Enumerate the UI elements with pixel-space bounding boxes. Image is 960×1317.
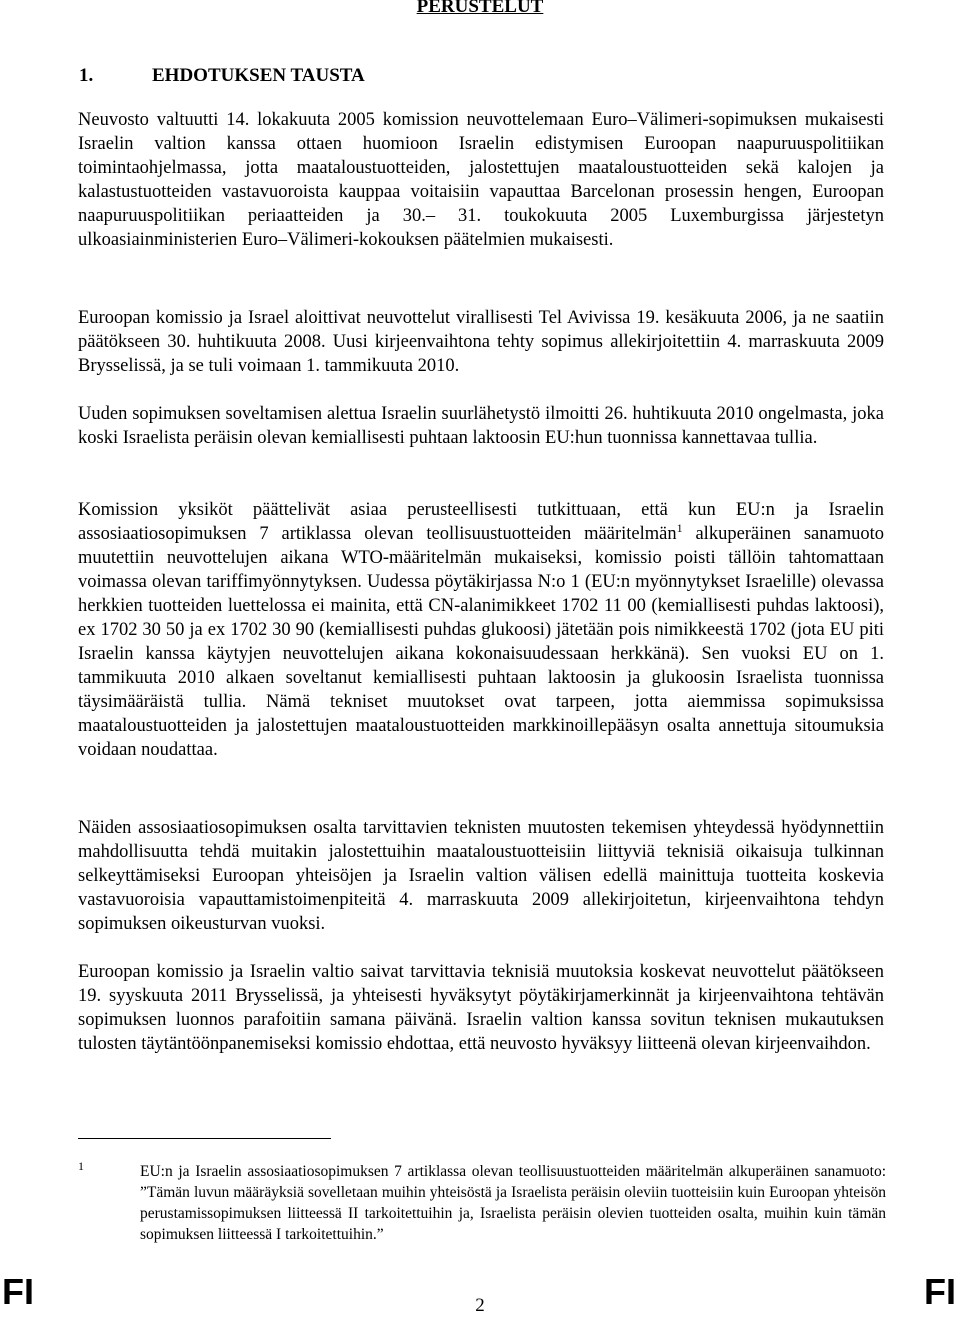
paragraph-5: Näiden assosiaatiosopimuksen osalta tarvittavien teknisten muutosten tekemisen yhteydessä hyödynnettiin mahdollisuutta tehdä muitakin jalostettuihin maataloustuotteisiin liittyviä teknisiä oikaisuja tulkinnan selkeyttämiseksi Euroopan yhteisöjen ja Israelin valtion välisen edellä mainittuja tuotteita koskevia vastavuoroisia vapauttamistoimenpiteitä 4. marraskuuta 2009 allekirjoitetun, kirjeenvaihtona tehdyn sopimuksen oikeusturvan vuoksi. xyxy=(78,818,884,934)
section-title: EHDOTUKSEN TAUSTA xyxy=(152,65,365,86)
paragraph-4 xyxy=(78,498,884,762)
paragraph-4-start: Komission yksiköt päättelivät asiaa perusteellisesti tutkittuaan, että kun EU:n ja Israelin assosiaatiosopimuksen 7 artiklassa olevan teollisuustuotteiden määritelmän xyxy=(78,500,884,544)
body-text-block-3 xyxy=(78,402,884,450)
section-number: 1. xyxy=(79,65,94,86)
paragraph-6: Euroopan komissio ja Israelin valtio saivat tarvittavia teknisiä muutoksia koskevat neuvottelut päätökseen 19. syyskuuta 2011 Brysselissä, ja yhteisesti hyväksytyt pöytäkirjamerkinnät ja kirjeenvaihtona tehtävän sopimuksen luonnos parafoitiin samana päivänä. Israelin valtion kanssa sovitun teknisen mukautuksen tulosten täytäntöönpanemiseksi komissio ehdottaa, että neuvosto hyväksyy liitteenä olevan kirjeenvaihdon. xyxy=(78,962,884,1054)
footer-language-left: FI xyxy=(2,1271,34,1312)
body-text-block-2 xyxy=(78,306,884,378)
body-text-block-4 xyxy=(78,498,884,762)
footnote-number: 1 xyxy=(78,1159,84,1173)
footnote-separator xyxy=(78,1138,331,1139)
paragraph-1: Neuvosto valtuutti 14. lokakuuta 2005 komission neuvottelemaan Euro–Välimeri-sopimuksen mukaisesti Israelin valtion kanssa ottaen huomioon Israelin edistymisen Euroopan naapuruuspolitiikan toimintaohjelmassa, jotta maataloustuotteiden, jalostettujen maataloustuotteiden sekä kalojen ja kalastustuotteiden vastavuoroista kauppaa voitaisiin vapauttaa Barcelonan prosessin hengen, Euroopan naapuruuspolitiikan periaatteiden ja 30.– 31. toukokuuta 2005 Luxemburgissa järjestetyn ulkoasiainministerien Euro–Välimeri-kokouksen päätelmien mukaisesti. xyxy=(78,110,884,250)
body-text-block-5 xyxy=(78,816,884,936)
body-text-block-6 xyxy=(78,960,884,1056)
paragraph-4-rest: alkuperäinen sanamuoto muutettiin neuvottelujen aikana WTO-määritelmän mukaiseksi, komissio poisti tällöin tahtomattaan voimassa olevan tariffimyönnytyksen. Uudessa pöytäkirjassa N:o 1 (EU:n myönnytykset Israelille) olevassa herkkien tuotteiden luettelossa ei mainita, että CN-alanimikkeet 1702 11 00 (kemiallisesti puhdas laktoosi), ex 1702 30 50 ja ex 1702 30 90 (kemiallisesti puhdas glukoosi) jätetään pois nimikkeestä 1702 (jota EU piti Israelin kanssa käytyjen neuvottelujen aikana kokonaisuudessaan herkkänä). Sen vuoksi EU on 1. tammikuuta 2010 alkaen soveltanut kemiallisesti puhtaan laktoosin ja glukoosin Israelista tuonnissa täysimääräistä tullia. Nämä tekniset muutokset ovat tarpeen, jotta aiemmissa sopimuksissa maataloustuotteiden ja jalostettujen maataloustuotteiden markkinoillepääsyn osalta annettuja sitoumuksia voidaan noudattaa. xyxy=(78,524,885,760)
paragraph-2: Euroopan komissio ja Israel aloittivat neuvottelut virallisesti Tel Avivissa 19. kesäkuuta 2006, ja ne saatiin päätökseen 30. huhtikuuta 2008. Uusi kirjeenvaihtona tehty sopimus allekirjoitettiin 4. marraskuuta 2009 Brysselissä, ja se tuli voimaan 1. tammikuuta 2010. xyxy=(78,308,884,376)
footer-language-right: FI xyxy=(924,1271,956,1312)
section-heading xyxy=(79,65,365,87)
page-number: 2 xyxy=(475,1295,485,1316)
document-heading: PERUSTELUT xyxy=(416,0,544,17)
body-text-block-1 xyxy=(78,108,884,252)
footnote-text: EU:n ja Israelin assosiaatiosopimuksen 7 artiklassa olevan teollisuustuotteiden määritelmän alkuperäinen sanamuoto: ”Tämän luvun määräyksiä sovelletaan muihin yhteisöstä ja Israelista peräisin oleviin tuotteisiin kuin Euroopan yhteisön perustamissopimuksen liitteessä II tarkoitettuihin ja, Israelista peräisin olevien tuotteiden osalta, muihin kuin tämän sopimuksen liitteessä I tarkoitettuihin.” xyxy=(140,1163,886,1243)
paragraph-3: Uuden sopimuksen soveltamisen alettua Israelin suurlähetystö ilmoitti 26. huhtikuuta 2010 ongelmasta, joka koski Israelista peräisin olevan kemiallisesti puhtaan laktoosin EU:hun tuonnissa kannettavaa tullia. xyxy=(78,404,884,448)
footnote-reference[interactable]: 1 xyxy=(676,520,683,535)
